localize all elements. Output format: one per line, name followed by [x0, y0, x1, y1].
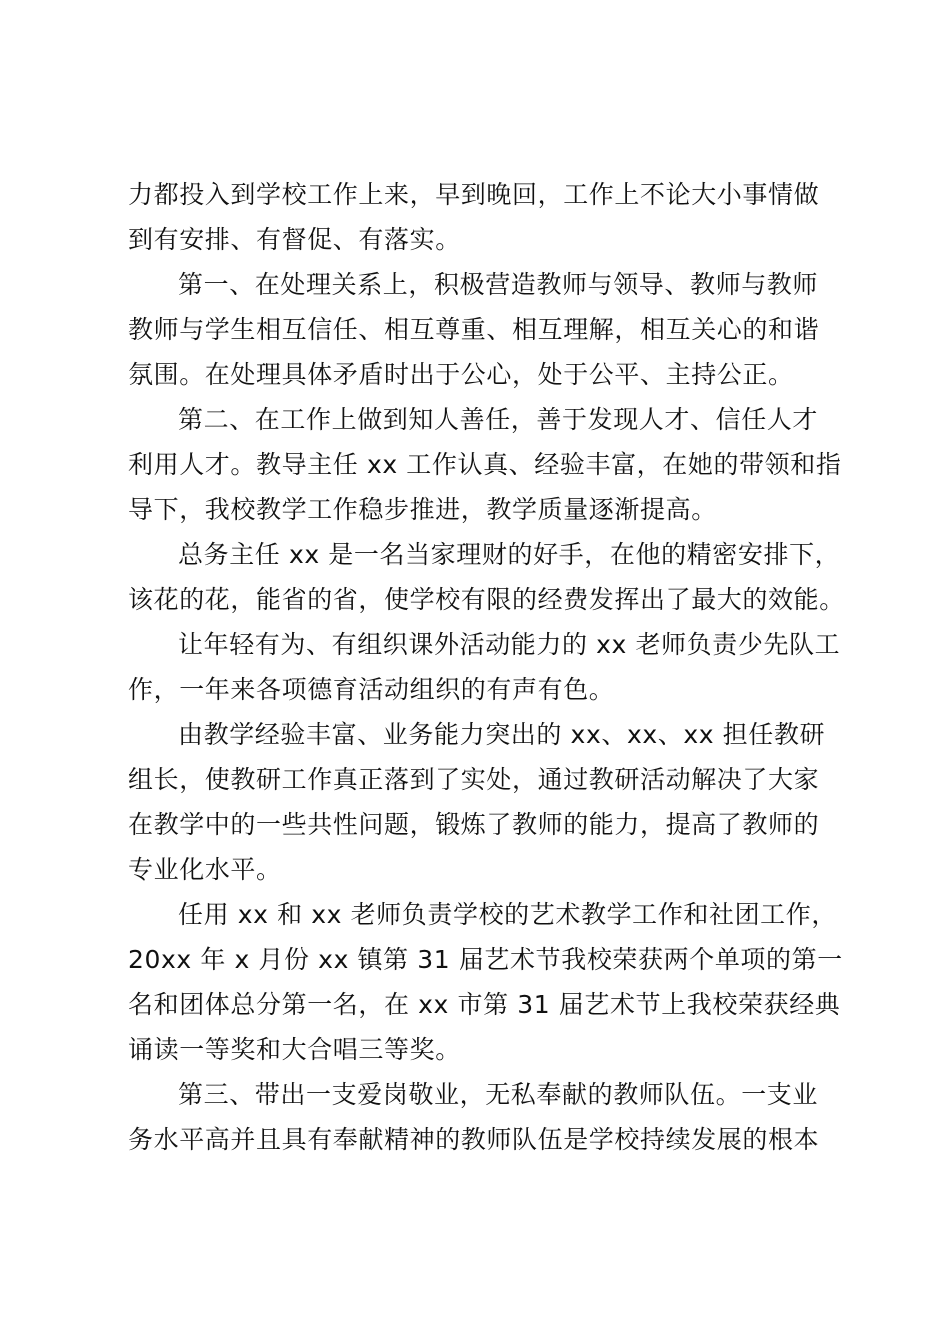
- text-line: 名和团体总分第一名，在 xx 市第 31 届艺术节上我校荣获经典: [128, 990, 841, 1019]
- text-line: 诵读一等奖和大合唱三等奖。: [128, 1035, 461, 1064]
- text-line: 20xx 年 x 月份 xx 镇第 31 届艺术节我校荣获两个单项的第一: [128, 945, 843, 974]
- text-line: 氛围。在处理具体矛盾时出于公心，处于公平、主持公正。: [128, 360, 794, 389]
- paragraph-young-pioneers: [128, 622, 841, 712]
- text-line: 第二、在工作上做到知人善任，善于发现人才、信任人才: [178, 405, 819, 434]
- paragraph-talent: [128, 397, 842, 532]
- paragraph-general-affairs: [128, 532, 845, 622]
- paragraph-teaching-research: [128, 712, 832, 892]
- paragraph-relations: [128, 262, 832, 397]
- text-line: 该花的花，能省的省，使学校有限的经费发挥出了最大的效能。: [128, 585, 845, 614]
- text-line: 第一、在处理关系上，积极营造教师与领导、教师与教师: [178, 270, 819, 299]
- text-line: 第三、带出一支爱岗敬业，无私奉献的教师队伍。一支业: [178, 1080, 819, 1109]
- text-line: 组长，使教研工作真正落到了实处，通过教研活动解决了大家: [128, 765, 820, 794]
- text-line: 导下，我校教学工作稳步推进，教学质量逐渐提高。: [128, 495, 717, 524]
- text-line: 作，一年来各项德育活动组织的有声有色。: [128, 675, 615, 704]
- text-line: 让年轻有为、有组织课外活动能力的 xx 老师负责少先队工: [178, 630, 841, 659]
- paragraph-dedication: [128, 1072, 832, 1162]
- text-line: 总务主任 xx 是一名当家理财的好手，在他的精密安排下，: [178, 540, 841, 569]
- text-line: 教师与学生相互信任、相互尊重、相互理解，相互关心的和谐: [128, 315, 820, 344]
- text-line: 由教学经验丰富、业务能力突出的 xx、xx、xx 担任教研: [178, 720, 826, 749]
- paragraph-continuation: [128, 172, 832, 262]
- text-line: 专业化水平。: [128, 855, 282, 884]
- text-line: 任用 xx 和 xx 老师负责学校的艺术教学工作和社团工作，: [178, 900, 837, 929]
- paragraph-arts: [128, 892, 843, 1072]
- text-line: 在教学中的一些共性问题，锻炼了教师的能力，提高了教师的: [128, 810, 820, 839]
- text-line: 力都投入到学校工作上来，早到晚回，工作上不论大小事情做: [128, 180, 820, 209]
- text-line: 到有安排、有督促、有落实。: [128, 225, 461, 254]
- text-line: 利用人才。教导主任 xx 工作认真、经验丰富，在她的带领和指: [128, 450, 842, 479]
- text-line: 务水平高并且具有奉献精神的教师队伍是学校持续发展的根本: [128, 1125, 820, 1154]
- body-text: [128, 172, 845, 1162]
